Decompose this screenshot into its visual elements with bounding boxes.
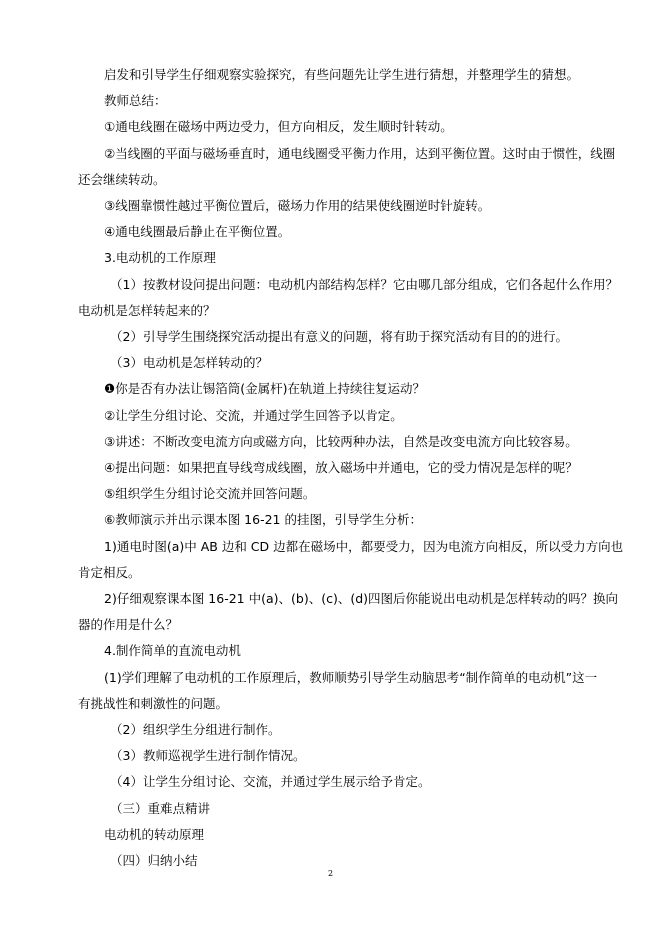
paragraph-line: 有挑战性和刺激性的问题。 [78,695,229,711]
paragraph-line: ②当线圈的平面与磁场垂直时，通电线圈受平衡力作用，达到平衡位置。这时由于惯性，线圈 [104,145,616,161]
paragraph-line: （2）组织学生分组进行制作。 [110,722,281,738]
paragraph-line: 肯定相反。 [78,564,141,580]
paragraph-line: 启发和引导学生仔细观察实验探究，有些问题先让学生进行猜想，并整理学生的猜想。 [104,67,580,82]
paragraph-line: 教师总结： [104,93,167,109]
paragraph-line: ③线圈靠惯性越过平衡位置后，磁场力作用的结果使线圈逆时针旋转。 [104,198,491,214]
paragraph-line: 还会继续转动。 [78,171,166,187]
document-body [78,62,624,874]
paragraph-line: （3）电动机是怎样转动的？ [110,355,268,371]
paragraph-line: （4）让学生分组讨论、交流，并通过学生展示给予肯定。 [110,774,431,790]
section-heading: 4.制作简单的直流电动机 [104,643,241,659]
paragraph-line: ⑤组织学生分组讨论交流并回答问题。 [104,486,316,502]
paragraph-line: 1)通电时图(a)中 AB 边和 CD 边都在磁场中，都要受力，因为电流方向相反，所以受力方向也 [104,538,624,554]
paragraph-line: （1）按教材设问提出问题：电动机内部结构怎样？它由哪几部分组成，它们各起什么作用？ [110,276,618,292]
paragraph-line: 2)仔细观察课本图 16-21 中(a)、(b)、(c)、(d)四图后你能说出电动机是怎样转动的吗？换向 [104,591,619,607]
paragraph-line: ④提出问题：如果把直导线弯成线圈，放入磁场中并通电，它的受力情况是怎样的呢？ [104,460,578,476]
paragraph-line: 电动机是怎样转起来的？ [78,302,216,318]
paragraph-line: ⑥教师演示并出示课本图 16-21 的挂图，引导学生分析： [104,512,422,528]
section-heading: （三）重难点精讲 [110,800,211,816]
page-number: 2 [327,869,334,878]
paragraph-line: ②让学生分组讨论、交流，并通过学生回答予以肯定。 [104,407,403,423]
paragraph-line: ④通电线圈最后静止在平衡位置。 [104,224,291,240]
paragraph-line: （3）教师巡视学生进行制作情况。 [110,748,306,764]
paragraph-line: ①通电线圈在磁场中两边受力，但方向相反，发生顺时针转动。 [104,119,453,135]
paragraph-line: ③讲述：不断改变电流方向或磁方向，比较两种办法，自然是改变电流方向比较容易。 [104,433,578,449]
section-heading: 3.电动机的工作原理 [104,250,216,266]
paragraph-line: （2）引导学生围绕探究活动提出有意义的问题，将有助于探究活动有目的的进行。 [110,329,568,345]
section-heading: （四）归纳小结 [110,853,198,869]
paragraph-line: 器的作用是什么？ [78,617,179,633]
paragraph-line: (1)学们理解了电动机的工作原理后，教师顺势引导学生动脑思考“制作简单的电动机”这一 [104,669,598,685]
paragraph-line: ❶你是否有办法让锡箔筒(金属杆)在轨道上持续往复运动？ [104,381,425,397]
paragraph-line: 电动机的转动原理 [104,826,205,842]
